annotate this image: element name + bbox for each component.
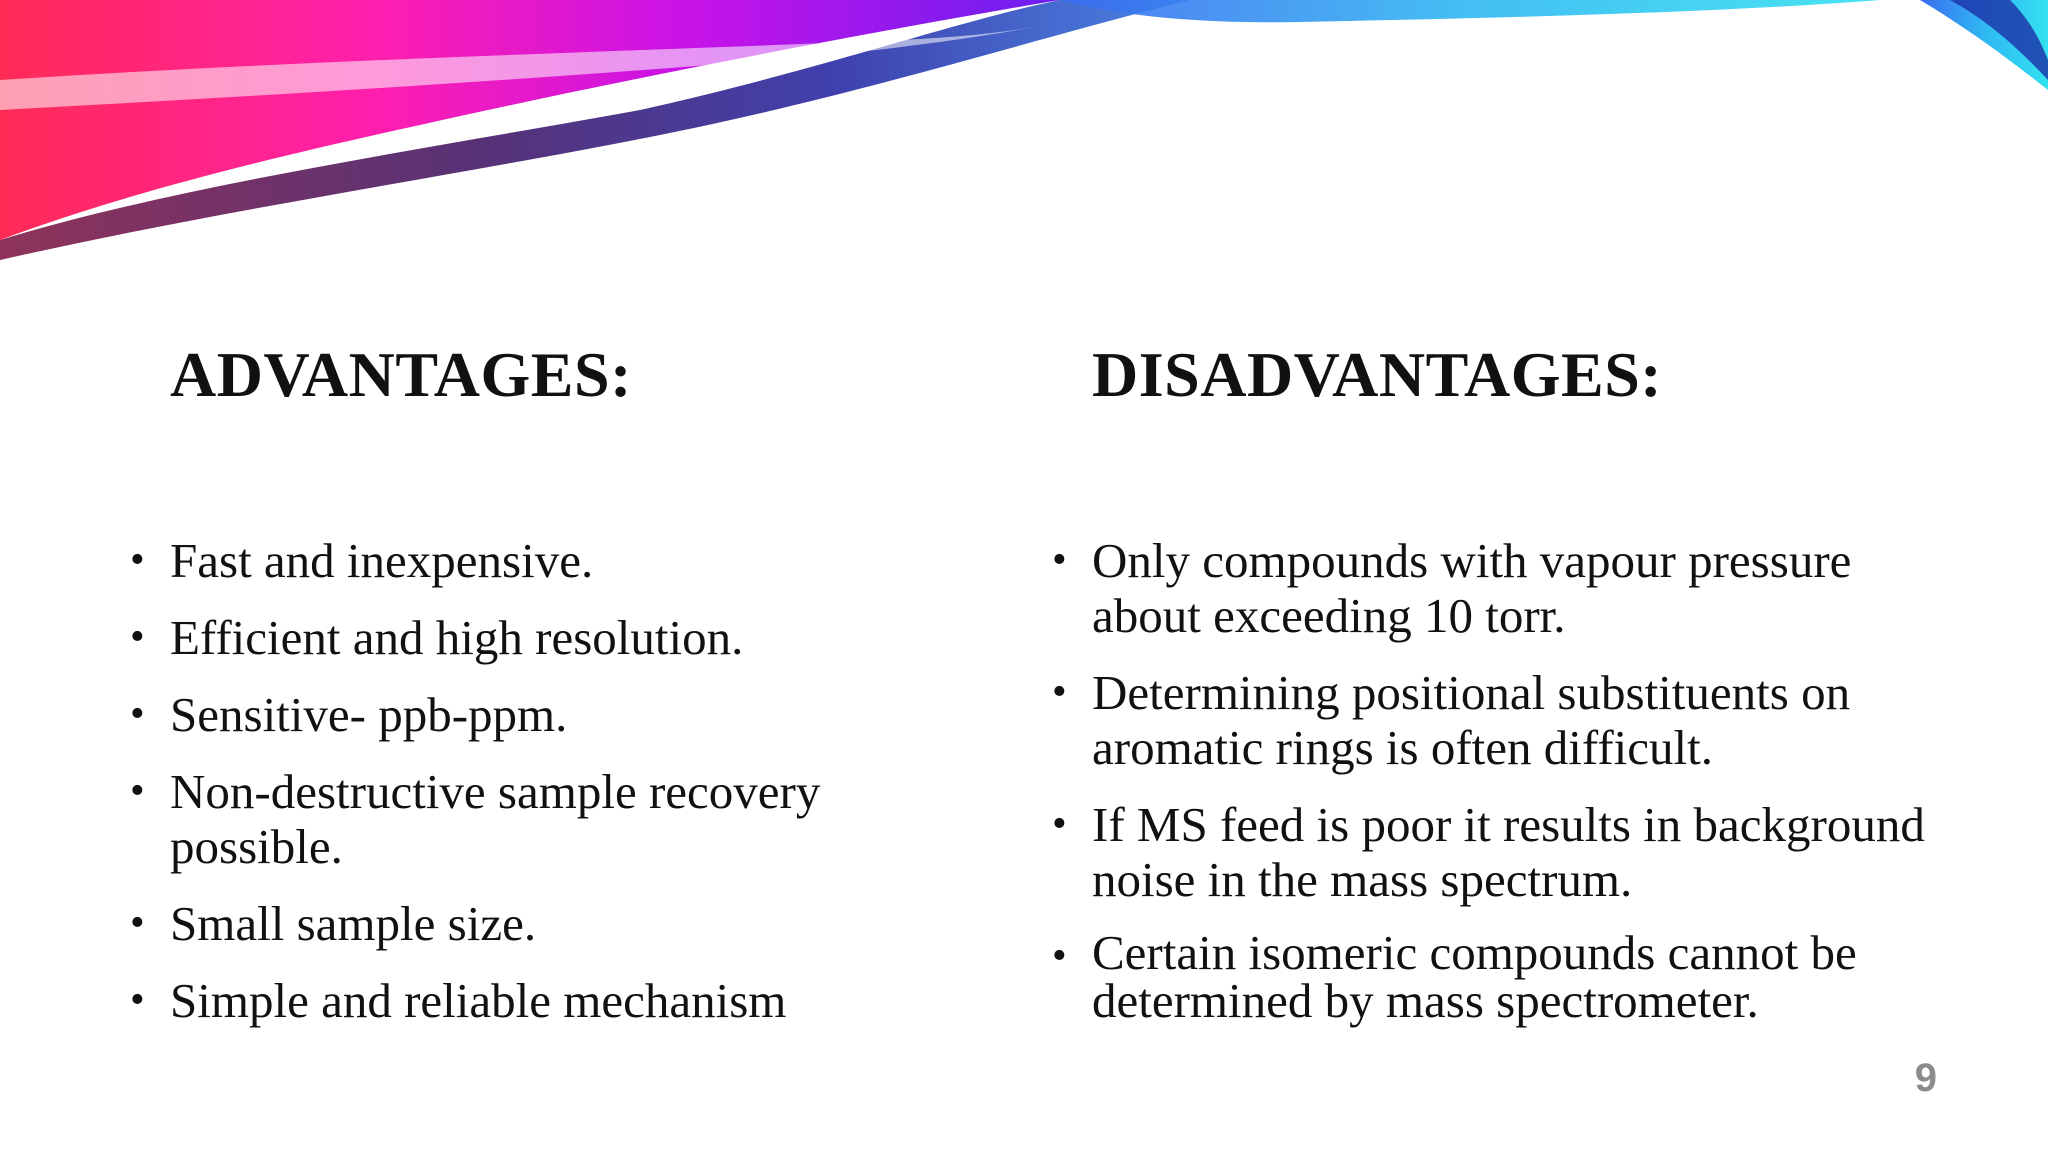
swoosh-blue-band (1060, 0, 1880, 22)
advantage-item: • Fast and inexpensive. (130, 533, 930, 588)
disadvantages-list (1052, 533, 1952, 1047)
advantages-heading: ADVANTAGES: (170, 339, 632, 410)
advantage-item: • Efficient and high resolution. (130, 610, 930, 665)
disadvantage-item: • Determining positional substituents on aromatic rings is often difficult. (1052, 665, 1932, 775)
advantage-item: • Sensitive- ppb-ppm. (130, 687, 930, 742)
decorative-swoosh-banner (0, 0, 2048, 260)
page-number: 9 (1914, 1056, 1937, 1100)
advantage-item: • Small sample size. (130, 896, 930, 951)
advantage-item: • Non-destructive sample recovery possible. (130, 764, 910, 874)
disadvantage-item: • Only compounds with vapour pressure about exceeding 10 torr. (1052, 533, 1932, 643)
disadvantage-item: • Certain isomeric compounds cannot be determined by mass spectrometer. (1052, 929, 1932, 1025)
advantage-item: • Simple and reliable mechanism (130, 973, 930, 1028)
disadvantages-heading: DISADVANTAGES: (1092, 339, 1663, 410)
advantages-list (130, 533, 930, 1050)
disadvantage-item: • If MS feed is poor it results in background noise in the mass spectrum. (1052, 797, 1972, 907)
